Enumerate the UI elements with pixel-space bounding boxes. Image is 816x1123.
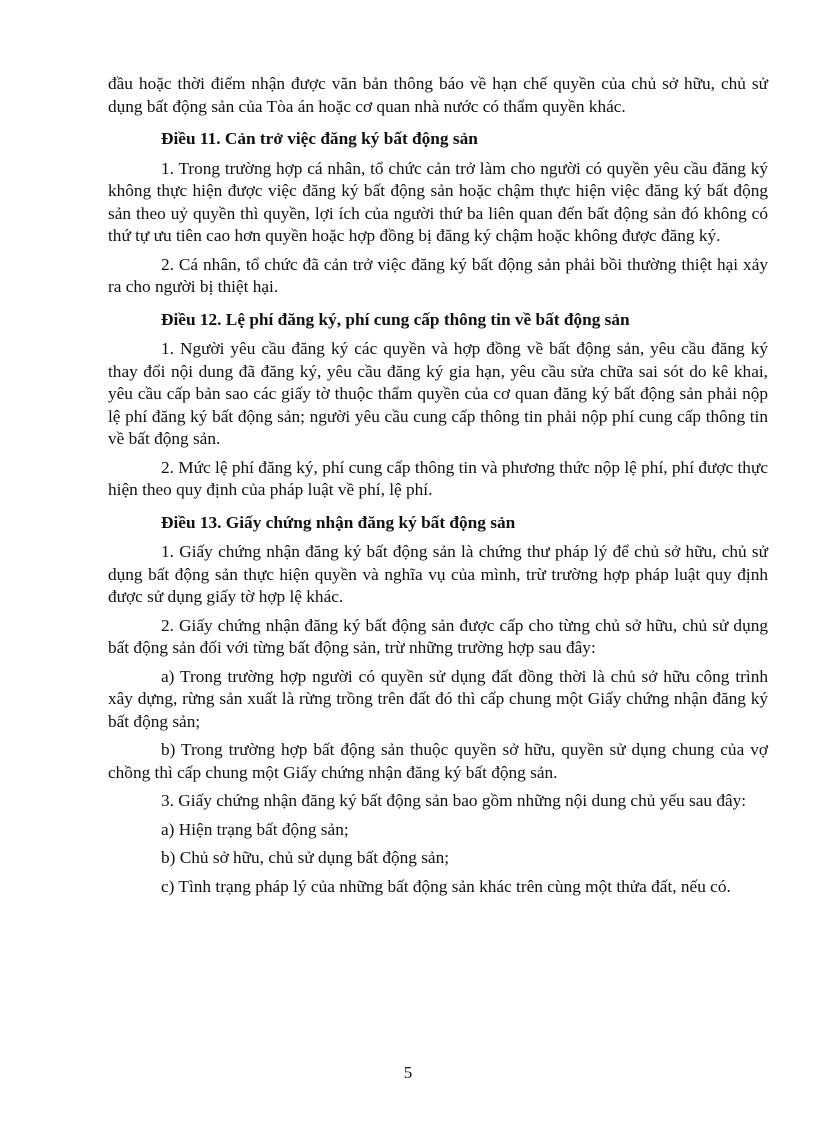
article-13-clause-2: 2. Giấy chứng nhận đăng ký bất động sản được cấp cho từng chủ sở hữu, chủ sử dụng bất động sản đối với từng bất động sản, trừ những trường hợp sau đây:	[108, 615, 768, 657]
article-11-clause-2: 2. Cá nhân, tổ chức đã cản trở việc đăng ký bất động sản phải bồi thường thiệt hại xảy ra cho người bị thiệt hại.	[108, 254, 768, 296]
article-11-clause-1: 1. Trong trường hợp cá nhân, tổ chức cản trở làm cho người có quyền yêu cầu đăng ký không thực hiện được việc đăng ký bất động sản hoặc chậm thực hiện việc đăng ký bất động sản theo uỷ quyền thì quyền, lợi ích của người thứ ba liên quan đến bất động sản đó không có thứ tự ưu tiên cao hơn quyền hoặc hợp đồng bị đăng ký chậm hoặc không được đăng ký.	[108, 158, 768, 245]
opening-paragraph: đầu hoặc thời điểm nhận được văn bản thông báo về hạn chế quyền của chủ sở hữu, chủ sử dụng bất động sản của Tòa án hoặc cơ quan nhà nước có thẩm quyền khác.	[108, 74, 768, 116]
article-13-clause-2a: a) Trong trường hợp người có quyền sử dụng đất đồng thời là chủ sở hữu công trình xây dựng, rừng sản xuất là rừng trồng trên đất đó thì cấp chung một Giấy chứng nhận đăng ký bất động sản;	[108, 666, 768, 731]
article-13-clause-3c: c) Tình trạng pháp lý của những bất động sản khác trên cùng một thửa đất, nếu có.	[161, 876, 731, 896]
article-13-clause-2b: b) Trong trường hợp bất động sản thuộc quyền sở hữu, quyền sử dụng chung của vợ chồng thì cấp chung một Giấy chứng nhận đăng ký bất động sản.	[108, 740, 768, 782]
article-12-heading: Điều 12. Lệ phí đăng ký, phí cung cấp thông tin về bất động sản	[161, 309, 630, 329]
article-13-heading: Điều 13. Giấy chứng nhận đăng ký bất động sản	[161, 512, 516, 532]
article-12-clause-2: 2. Mức lệ phí đăng ký, phí cung cấp thông tin và phương thức nộp lệ phí, phí được thực hiện theo quy định của pháp luật về phí, lệ phí.	[108, 457, 768, 499]
article-13-clause-3a: a) Hiện trạng bất động sản;	[161, 819, 349, 839]
page-number: 5	[403, 1063, 413, 1082]
article-12-clause-1: 1. Người yêu cầu đăng ký các quyền và hợp đồng về bất động sản, yêu cầu đăng ký thay đổi nội dung đã đăng ký, yêu cầu đăng ký gia hạn, yêu cầu sửa chữa sai sót do kê khai, yêu cầu cấp bản sao các giấy tờ thuộc thẩm quyền của cơ quan đăng ký bất động sản phải nộp lệ phí đăng ký bất động sản; người yêu cầu cung cấp thông tin phải nộp phí cung cấp thông tin về bất động sản.	[108, 339, 768, 448]
article-11-heading: Điều 11. Cản trở việc đăng ký bất động sản	[161, 129, 478, 148]
article-13-clause-3b: b) Chủ sở hữu, chủ sử dụng bất động sản;	[161, 848, 450, 867]
article-13-clause-1: 1. Giấy chứng nhận đăng ký bất động sản là chứng thư pháp lý để chủ sở hữu, chủ sử dụng bất động sản thực hiện quyền và nghĩa vụ của mình, trừ trường hợp pháp luật quy định được sử dụng giấy tờ hợp lệ khác.	[108, 542, 768, 606]
article-13-clause-3: 3. Giấy chứng nhận đăng ký bất động sản bao gồm những nội dung chủ yếu sau đây:	[161, 791, 747, 810]
document-page	[108, 73, 768, 904]
